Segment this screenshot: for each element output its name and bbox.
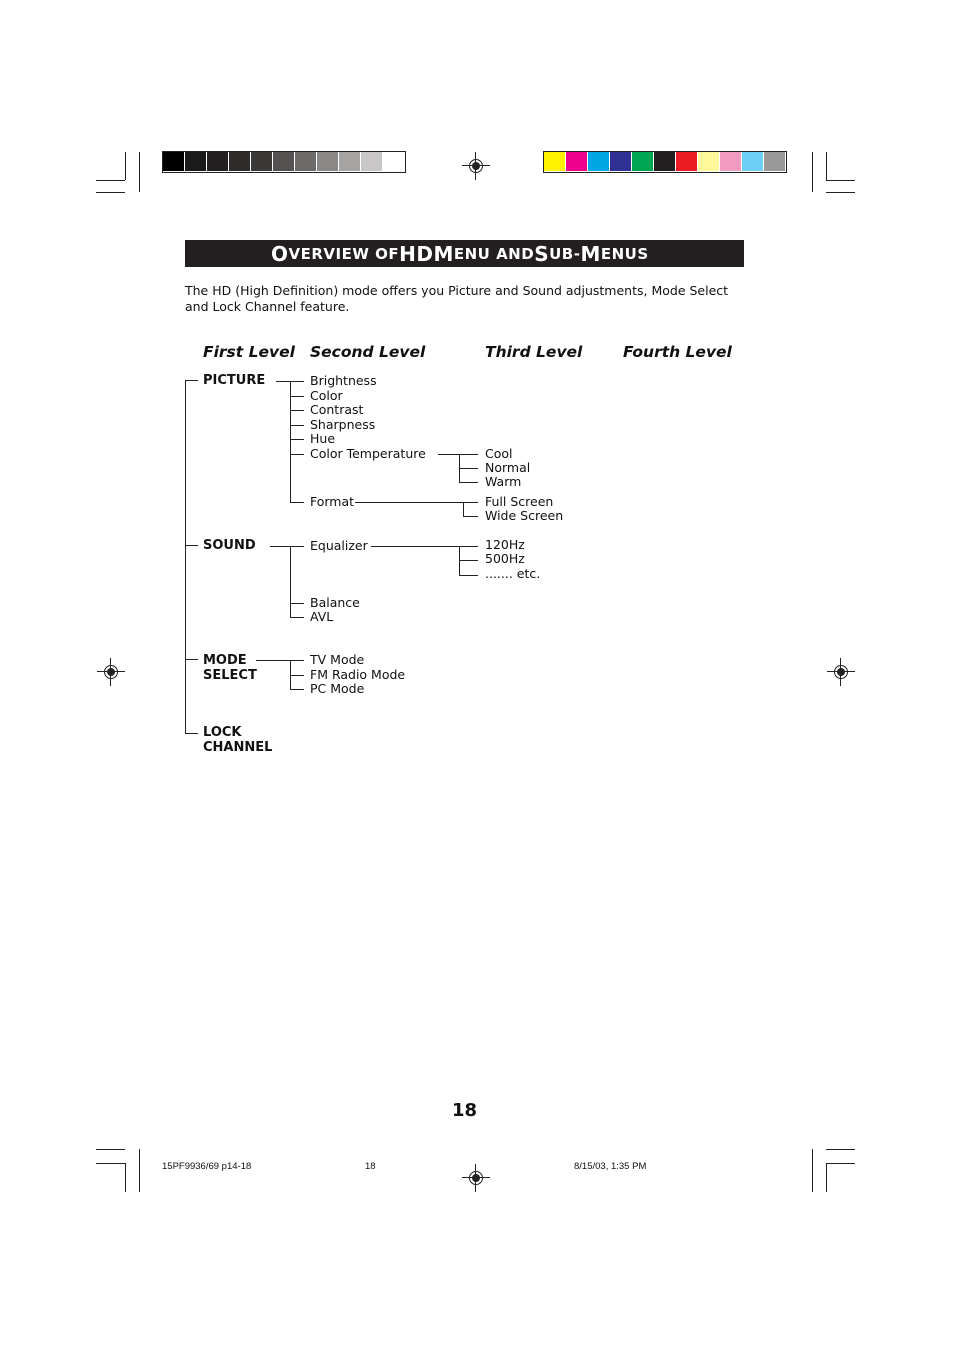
menu-sound: SOUND [203, 538, 256, 553]
item-fm-radio-mode: FM Radio Mode [310, 667, 406, 682]
color-swatch [273, 152, 295, 171]
color-swatch [339, 152, 361, 171]
item-120hz: 120Hz [485, 537, 525, 552]
item-full-screen: Full Screen [485, 494, 554, 509]
color-swatch [383, 152, 405, 171]
menu-picture: PICTURE [203, 373, 266, 388]
color-swatch [588, 152, 610, 171]
color-swatch [566, 152, 588, 171]
item-contrast: Contrast [310, 402, 364, 417]
intro-paragraph: The HD (High Definition) mode offers you Picture and Sound adjustments, Mode Select and Lock Channel feature. [185, 283, 729, 314]
page-number: 18 [452, 1100, 478, 1121]
color-swatch [654, 152, 676, 171]
item-equalizer: Equalizer [310, 538, 368, 553]
item-etc: ....... etc. [485, 566, 541, 581]
header-first-level: First Level [203, 343, 295, 361]
color-swatch [317, 152, 339, 171]
color-swatch [610, 152, 632, 171]
menu-lock-channel: LOCK CHANNEL [203, 725, 273, 755]
item-wide-screen: Wide Screen [485, 508, 564, 523]
color-swatch [207, 152, 229, 171]
color-swatch [698, 152, 720, 171]
footer-page: 18 [365, 1161, 376, 1172]
item-color: Color [310, 388, 343, 403]
menu-mode-select: MODE SELECT [203, 653, 257, 683]
item-normal: Normal [485, 460, 531, 475]
item-warm: Warm [485, 474, 522, 489]
registration-mark-icon [466, 156, 486, 176]
item-balance: Balance [310, 595, 360, 610]
header-third-level: Third Level [485, 343, 583, 361]
item-pc-mode: PC Mode [310, 681, 365, 696]
color-swatch [676, 152, 698, 171]
item-format: Format [310, 494, 355, 509]
item-cool: Cool [485, 446, 513, 461]
color-swatch [163, 152, 185, 171]
item-avl: AVL [310, 609, 334, 624]
color-swatch [229, 152, 251, 171]
color-swatch [720, 152, 742, 171]
color-swatch [764, 152, 786, 171]
color-swatch [361, 152, 383, 171]
header-fourth-level: Fourth Level [623, 343, 732, 361]
header-second-level: Second Level [310, 343, 426, 361]
item-brightness: Brightness [310, 373, 377, 388]
item-500hz: 500Hz [485, 551, 525, 566]
color-swatch [544, 152, 566, 171]
color-swatch [742, 152, 764, 171]
item-color-temperature: Color Temperature [310, 446, 426, 461]
color-swatch [632, 152, 654, 171]
color-swatch [185, 152, 207, 171]
item-tv-mode: TV Mode [310, 652, 365, 667]
color-swatch [251, 152, 273, 171]
registration-mark-icon [101, 662, 121, 682]
item-sharpness: Sharpness [310, 417, 376, 432]
item-hue: Hue [310, 431, 336, 446]
footer-file: 15PF9936/69 p14-18 [162, 1161, 252, 1172]
registration-mark-icon [466, 1168, 486, 1188]
footer-date: 8/15/03, 1:35 PM [574, 1161, 647, 1172]
color-swatch [295, 152, 317, 171]
page-title: O VERVIEW OF HD M ENU AND S UB- M ENUS [185, 240, 744, 267]
registration-mark-icon [831, 662, 851, 682]
